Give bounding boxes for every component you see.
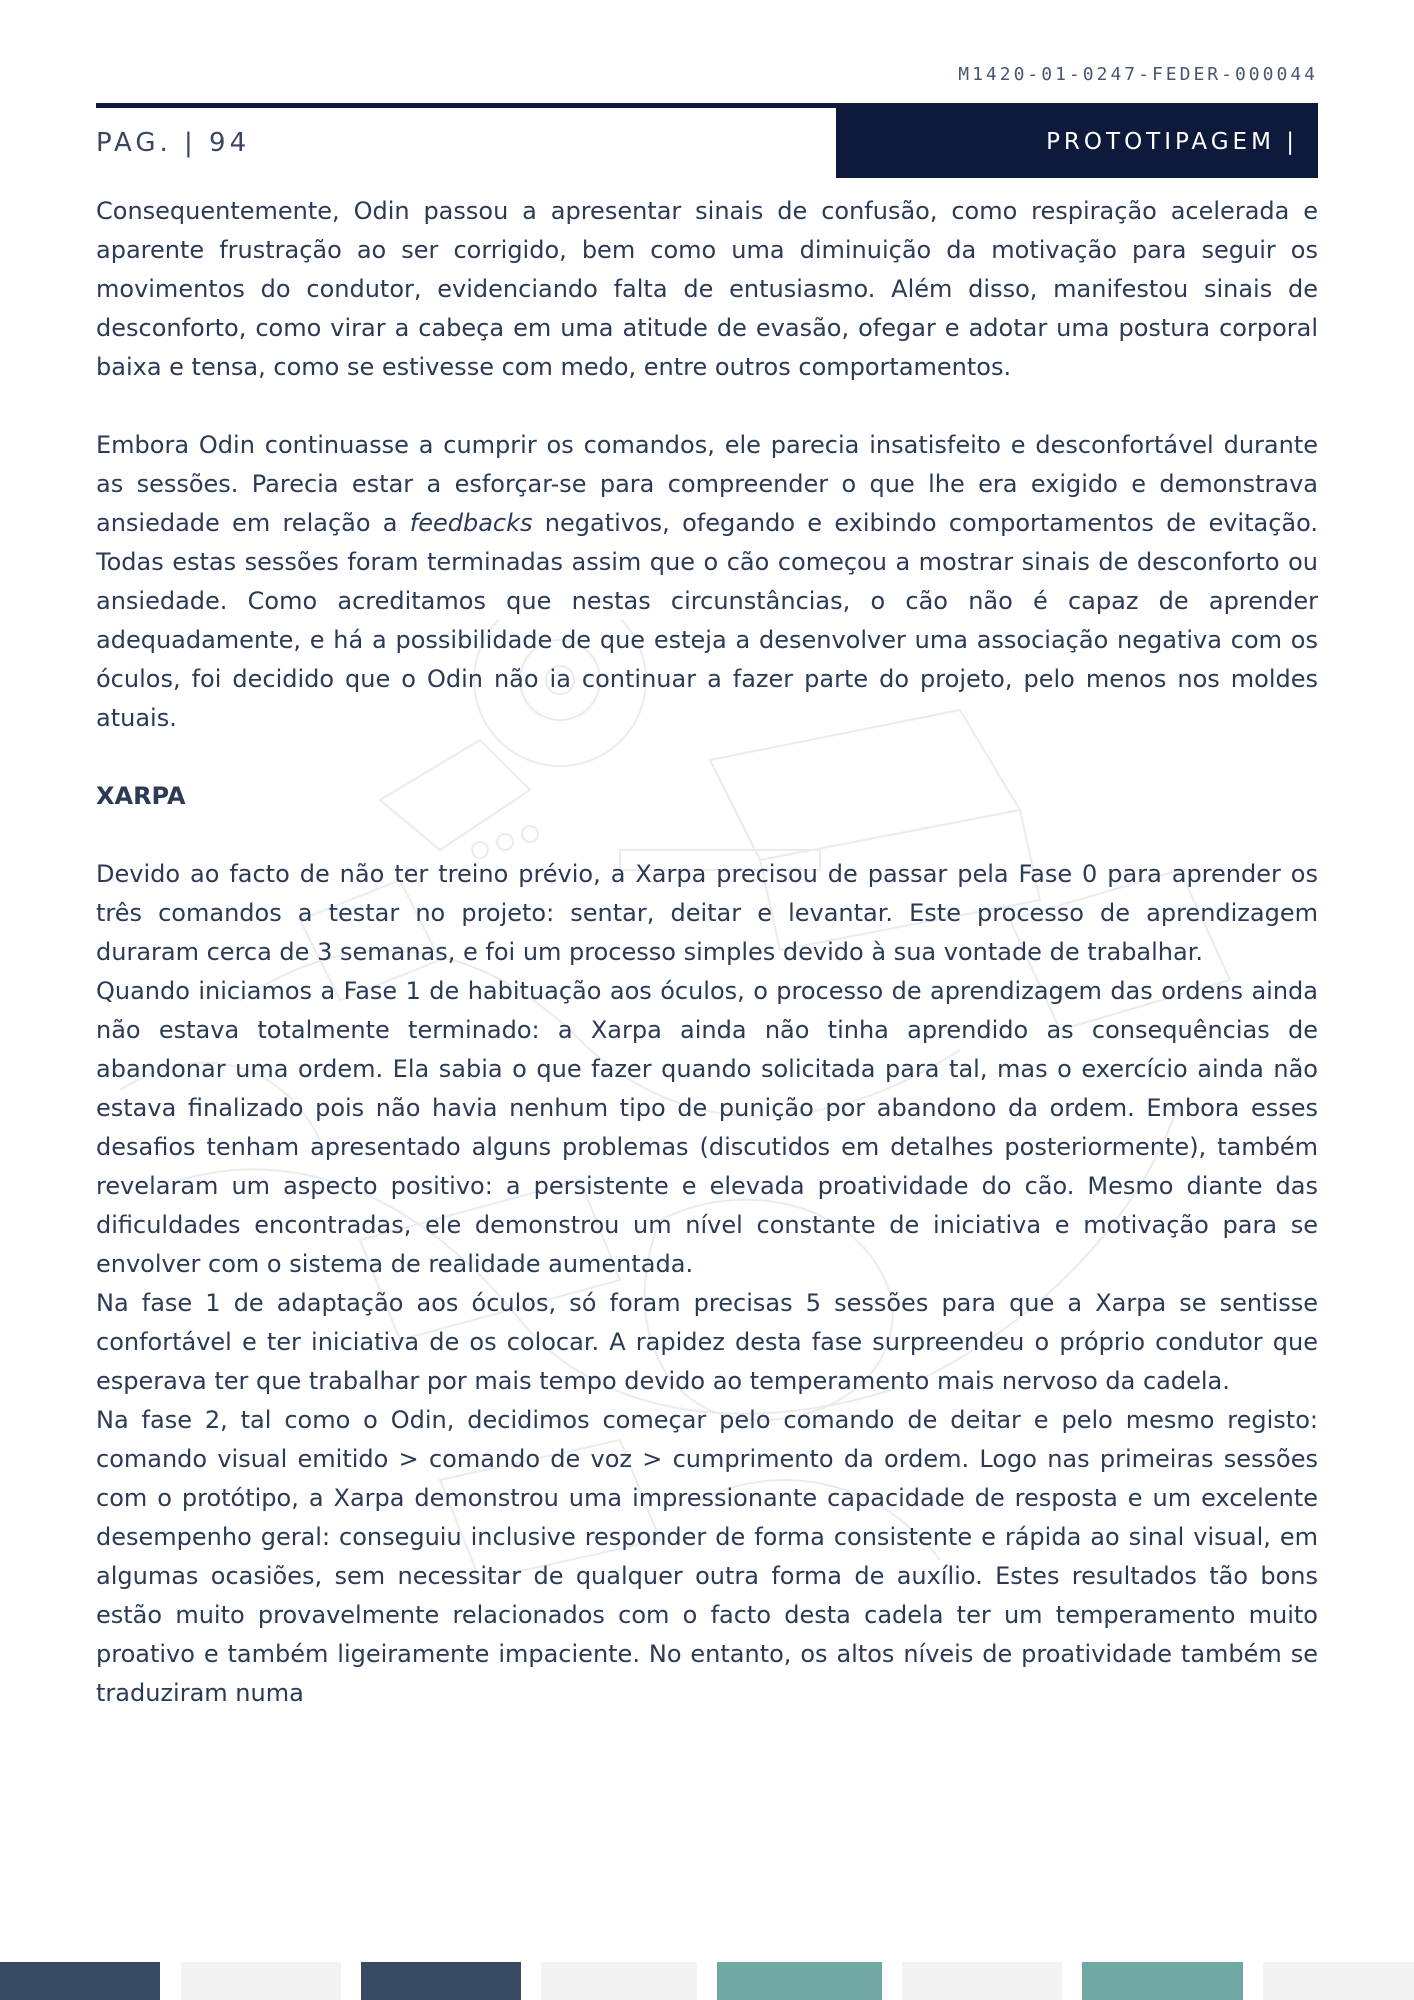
document-code: M1420-01-0247-FEDER-000044	[958, 64, 1318, 85]
emphasized-term: feedbacks	[409, 509, 533, 537]
footer-block	[361, 1962, 521, 2000]
footer-color-bar	[0, 1962, 1414, 2000]
paragraph-xarpa-phase1: Quando iniciamos a Fase 1 de habituação aos óculos, o processo de aprendizagem das ordens ainda não estava totalmente terminado: a Xarpa ainda não tinha aprendido as consequências de abandonar uma ordem. Ela sabia o que fazer quando solicitada para tal, mas o exercício ainda não estava finalizado pois não havia nenhum tipo de punição por abandono da ordem. Embora esses desafios tenham apresentado alguns problemas (discutidos em detalhes posteriormente), também revelaram um aspecto positivo: a persistente e elevada proatividade do cão. Mesmo diante das dificuldades encontradas, ele demonstrou um nível constante de iniciativa e motivação para se envolver com o sistema de realidade aumentada.	[96, 977, 1318, 1278]
page-number: PAG. | 94	[96, 128, 251, 158]
paragraph-odin-discomfort: Embora Odin continuasse a cumprir os comandos, ele parecia insatisfeito e desconfortável durante as sessões. Parecia estar a esforçar-se para compreender o que lhe era exigido e demonstrava ansiedade em relação a feedbacks negativos, ofegando e exibindo comportamentos de evitação. Todas estas sessões foram terminadas assim que o cão começou a mostrar sinais de desconforto ou ansiedade. Como acreditamos que nestas circunstâncias, o cão não é capaz de aprender adequadamente, e há a possibilidade de que esteja a desenvolver uma associação negativa com os óculos, foi decidido que o Odin não ia continuar a fazer parte do projeto, pelo menos nos moldes atuais.	[96, 431, 1319, 732]
footer-block	[181, 1962, 341, 2000]
section-tab	[836, 106, 1318, 178]
footer-block	[1082, 1962, 1243, 2000]
footer-block	[717, 1962, 882, 2000]
footer-block	[1263, 1962, 1414, 2000]
footer-block	[541, 1962, 697, 2000]
section-title: PROTOTIPAGEM |	[1046, 129, 1298, 155]
footer-block	[902, 1962, 1062, 2000]
paragraph-xarpa-phase0: Devido ao facto de não ter treino prévio, a Xarpa precisou de passar pela Fase 0 para aprender os três comandos a testar no projeto: sentar, deitar e levantar. Este processo de aprendizagem duraram cerca de 3 semanas, e foi um processo simples devido à sua vontade de trabalhar.	[96, 860, 1318, 966]
section-heading-xarpa: XARPA	[96, 782, 186, 810]
body-text	[96, 192, 1318, 1713]
footer-block	[0, 1962, 160, 2000]
paragraph-xarpa-phase2: Na fase 2, tal como o Odin, decidimos começar pelo comando de deitar e pelo mesmo registo: comando visual emitido > comando de voz > cumprimento da ordem. Logo nas primeiras sessões com o protótipo, a Xarpa demonstrou uma impressionante capacidade de resposta e um excelente desempenho geral: conseguiu inclusive responder de forma consistente e rápida ao sinal visual, em algumas ocasiões, sem necessitar de qualquer outra forma de auxílio. Estes resultados tão bons estão muito provavelmente relacionados com o facto desta cadela ter um temperamento muito proativo e também ligeiramente impaciente. No entanto, os altos níveis de proatividade também se traduziram numa	[96, 1406, 1318, 1707]
paragraph-odin-confusion: Consequentemente, Odin passou a apresentar sinais de confusão, como respiração acelerada e aparente frustração ao ser corrigido, bem como uma diminuição da motivação para seguir os movimentos do condutor, evidenciando falta de entusiasmo. Além disso, manifestou sinais de desconforto, como virar a cabeça em uma atitude de evasão, ofegar e adotar uma postura corporal baixa e tensa, como se estivesse com medo, entre outros comportamentos.	[96, 197, 1318, 381]
paragraph-xarpa-adaptation: Na fase 1 de adaptação aos óculos, só foram precisas 5 sessões para que a Xarpa se sentisse confortável e ter iniciativa de os colocar. A rapidez desta fase surpreendeu o próprio condutor que esperava ter que trabalhar por mais tempo devido ao temperamento mais nervoso da cadela.	[96, 1289, 1318, 1395]
